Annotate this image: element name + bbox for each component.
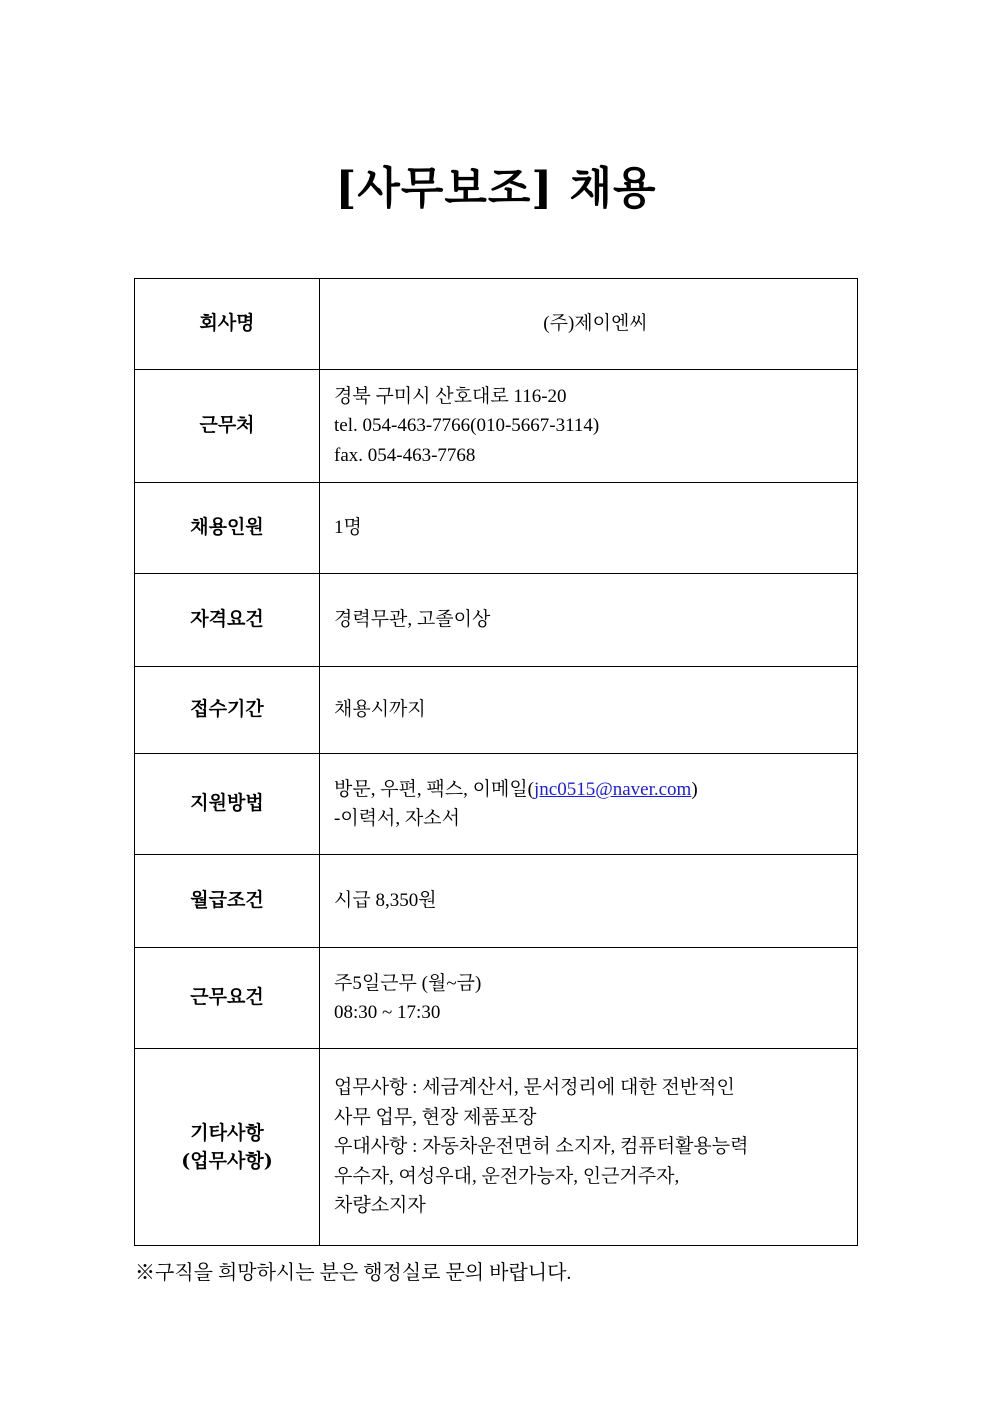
value-line: 우대사항 : 자동차운전면허 소지자, 컴퓨터활용능력 — [334, 1136, 749, 1158]
value-line: 경북 구미시 산호대로 116-20 — [334, 385, 567, 407]
row-value-salary — [320, 855, 858, 948]
value-line: 경력무관, 고졸이상 — [334, 609, 491, 631]
row-label-work-condition: 근무요건 — [135, 948, 320, 1049]
value-line: 채용시까지 — [334, 699, 426, 721]
row-label-other — [135, 1049, 320, 1246]
apply-method-prefix: 방문, 우편, 팩스, 이메일( — [334, 778, 535, 800]
row-value-company — [320, 279, 858, 370]
row-label-salary: 월급조건 — [135, 855, 320, 948]
value-line: 업무사항 : 세금계산서, 문서정리에 대한 전반적인 — [334, 1077, 735, 1099]
row-label-other-line1: 기타사항 — [190, 1121, 264, 1144]
table-row — [135, 574, 858, 667]
row-label-application-period: 접수기간 — [135, 667, 320, 754]
job-posting-table-wrapper — [134, 216, 858, 1246]
value-line: 차량소지자 — [334, 1195, 426, 1217]
row-value-headcount — [320, 483, 858, 574]
table-row — [135, 370, 858, 483]
value-line: 우수자, 여성우대, 운전가능자, 인근거주자, — [334, 1165, 680, 1187]
value-line: 08:30 ~ 17:30 — [334, 1002, 441, 1023]
row-label-workplace: 근무처 — [135, 370, 320, 483]
table-row — [135, 483, 858, 574]
row-label-other-line2: (업무사항) — [181, 1150, 273, 1172]
row-label-headcount: 채용인원 — [135, 483, 320, 574]
row-label-qualification: 자격요건 — [135, 574, 320, 667]
apply-method-suffix: ) — [691, 778, 698, 800]
job-posting-table — [134, 278, 858, 1246]
footnote: ※구직을 희망하시는 분은 행정실로 문의 바랍니다. — [135, 1262, 572, 1284]
value-line: (주)제이엔씨 — [543, 313, 648, 335]
row-value-apply-method — [320, 754, 858, 855]
row-label-company: 회사명 — [135, 279, 320, 370]
value-line: 사무 업무, 현장 제품포장 — [334, 1106, 537, 1128]
table-row — [135, 855, 858, 948]
row-value-workplace — [320, 370, 858, 483]
row-label-apply-method: 지원방법 — [135, 754, 320, 855]
row-value-application-period — [320, 667, 858, 754]
email-link[interactable]: jnc0515@naver.com — [534, 778, 692, 800]
value-line: 시급 8,350원 — [334, 890, 437, 912]
table-row — [135, 667, 858, 754]
table-row — [135, 754, 858, 855]
table-row — [135, 1049, 858, 1246]
apply-method-line — [334, 775, 857, 804]
value-line: -이력서, 자소서 — [334, 808, 460, 829]
row-value-work-condition — [320, 948, 858, 1049]
row-value-qualification — [320, 574, 858, 667]
table-row — [135, 279, 858, 370]
value-line: tel. 054-463-7766(010-5667-3114) — [334, 415, 600, 437]
value-line: 주5일근무 (월~금) — [334, 972, 482, 994]
page-title: [사무보조] 채용 — [335, 163, 657, 214]
value-line: 1명 — [334, 517, 362, 539]
value-line: fax. 054-463-7768 — [334, 444, 476, 466]
table-row — [135, 948, 858, 1049]
row-value-other — [320, 1049, 858, 1246]
